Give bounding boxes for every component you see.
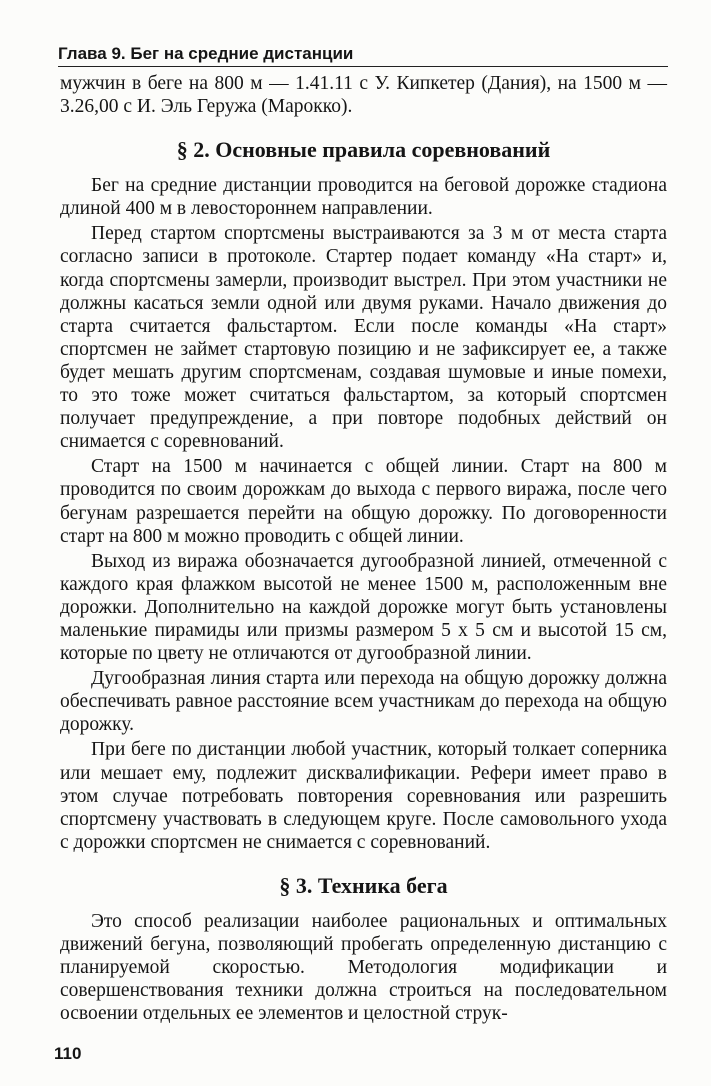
- intro-paragraph: мужчин в беге на 800 м — 1.41.11 с У. Кипкетер (Дания), на 1500 м — 3.26,00 с И. Эль Геружа (Марокко).: [60, 73, 667, 118]
- section-2-paragraph-5: Дугообразная линия старта или перехода на общую дорожку должна обеспечивать равное расстояние всем участникам до перехода на общую дорожку.: [60, 668, 667, 736]
- section-3-heading: § 3. Техника бега: [279, 872, 448, 898]
- section-2-paragraph-3: Старт на 1500 м начинается с общей линии. Старт на 800 м проводится по своим дорожкам до выхода с первого виража, после чего бегунам разрешается перейти на общую дорожку. По договоренности старт на 800 м можно проводить с общей линии.: [60, 456, 667, 547]
- section-2-paragraph-4: Выход из виража обозначается дугообразной линией, отмеченной с каждого края флажком высотой не менее 1500 м, расположенным вне дорожки. Дополнительно на каждой дорожке могут быть установлены маленькие пирамиды или призмы размером 5 х 5 см и высотой 15 см, которые по цвету не отличаются от дугообразной линии.: [60, 550, 667, 665]
- running-head: Глава 9. Бег на средние дистанции: [58, 44, 668, 67]
- section-2-paragraph-6: При беге по дистанции любой участник, который толкает соперника или мешает ему, подлежит дисквалификации. Рефери имеет право в этом случае потребовать повторения соревнования или разрешить спортсмену участвовать в следующем круге. После самовольного ухода с дорожки спортсмен не снимается с соревнований.: [60, 739, 667, 853]
- page-number: 110: [54, 1044, 82, 1063]
- section-2-heading: § 2. Основные правила соревнований: [176, 137, 551, 163]
- section-2-paragraph-1: Бег на средние дистанции проводится на беговой дорожке стадиона длиной 400 м в левостороннем направлении.: [60, 175, 667, 220]
- section-2-paragraph-2: Перед стартом спортсмены выстраиваются за 3 м от места старта согласно записи в протоколе. Стартер подает команду «На старт» и, когда спортсмены замерли, производит выстрел. При этом участники не должны касаться земли одной или двумя руками. Начало движения до старта считается фальстартом. Если после команды «На старт» спортсмен не займет стартовую позицию и не зафиксирует ее, а также будет мешать другим спортсменам, создавая шумовые и иные помехи, то это тоже может считаться фальстартом, за который спортсмен получает предупреждение, а при повторе подобных действий он снимается с соревнований.: [60, 223, 667, 453]
- section-3-paragraph-1: Это способ реализации наиболее рациональных и оптимальных движений бегуна, позволяющий пробегать определенную дистанцию с планируемой скоростью. Методология модификации и совершенствования техники должна строиться на последовательном освоении отдельных ее элементов и целостной струк-: [60, 910, 667, 1025]
- page-body: [60, 72, 667, 1025]
